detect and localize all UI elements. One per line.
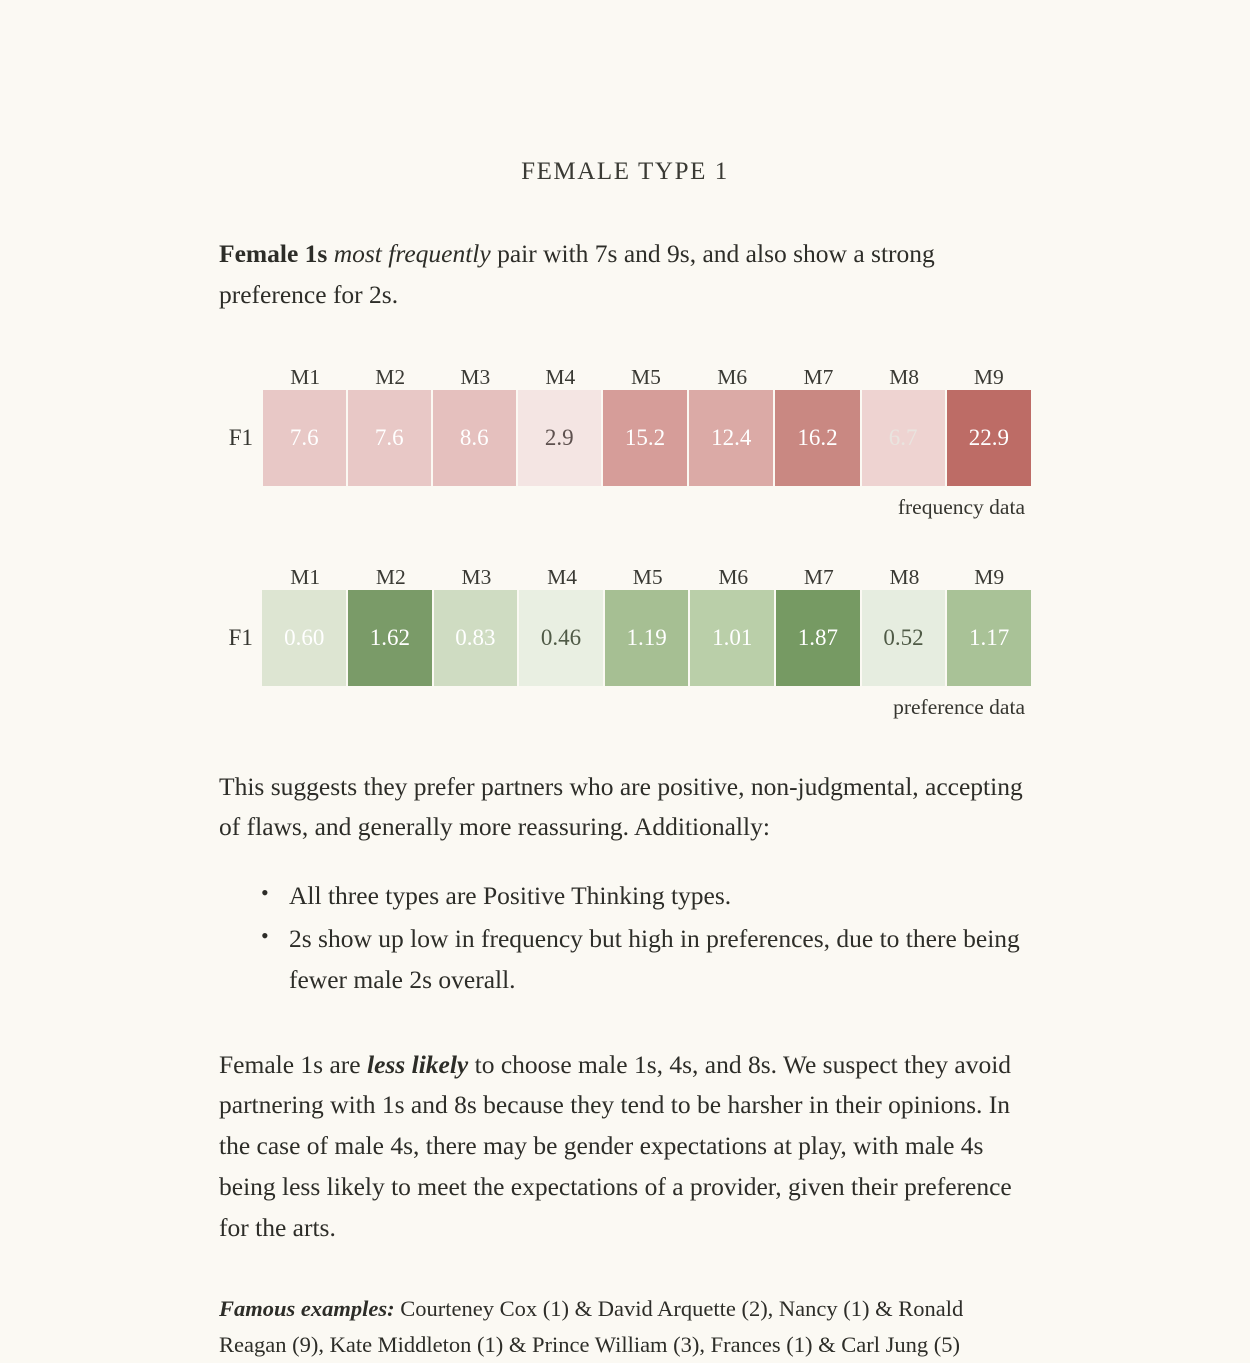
heat-cell-pref-m2: 1.62 <box>348 590 434 686</box>
list-item: • All three types are Positive Thinking types. <box>243 876 1031 917</box>
frequency-header-row <box>219 354 1031 390</box>
pref-col-header-m7: M7 <box>803 564 834 589</box>
pref-col-header-m6: M6 <box>718 564 749 589</box>
suggests-paragraph: This suggests they prefer partners who are positive, non-judgmental, accepting of flaws, and generally more reassuring. Additionally: <box>219 771 1023 842</box>
col-header-m1: M1 <box>290 364 321 389</box>
row-label-f1-preference: F1 <box>228 624 253 650</box>
col-header-m4: M4 <box>545 364 576 389</box>
pref-col-header-m4: M4 <box>547 564 577 589</box>
heat-cell-pref-m5: 1.19 <box>605 590 691 686</box>
heat-cell-pref-m6: 1.01 <box>690 590 776 686</box>
preference-caption: preference data <box>893 694 1025 719</box>
heat-cell-freq-m4: 2.9 <box>518 390 603 486</box>
document-content <box>219 234 1031 1363</box>
less-likely-post: to choose male 1s, 4s, and 8s. We suspect they avoid partnering with 1s and 8s because they tend to be harsher in their opinions. In the case of male 4s, there may be gender expectations at play, with male 4s being less likely to meet the expectations of a provider, given their preference for the arts. <box>219 1049 1012 1242</box>
heat-cell-pref-m9: 1.17 <box>947 590 1031 686</box>
col-header-m9: M9 <box>973 364 1004 389</box>
heat-cell-freq-m3: 8.6 <box>433 390 518 486</box>
corner-blank-2 <box>219 554 262 590</box>
preference-header-row <box>219 554 1031 590</box>
heat-cell-pref-m7: 1.87 <box>776 590 862 686</box>
bullet-list <box>219 876 1031 1000</box>
row-label-f1-frequency: F1 <box>228 424 253 450</box>
pref-col-header-m3: M3 <box>461 564 492 589</box>
col-header-m7: M7 <box>803 364 834 389</box>
col-header-m6: M6 <box>717 364 748 389</box>
heat-cell-freq-m8: 6.7 <box>862 390 947 486</box>
corner-blank <box>219 354 263 390</box>
less-likely-emphasis: less likely <box>366 1049 469 1079</box>
frequency-heatmap-table <box>219 354 1031 486</box>
col-header-m3: M3 <box>460 364 491 389</box>
intro-rest: pair with 7s and 9s, and also show a strong preference for 2s. <box>219 239 935 309</box>
intro-paragraph <box>219 234 1031 316</box>
heat-cell-pref-m4: 0.46 <box>519 590 605 686</box>
preference-heatmap <box>219 554 1031 720</box>
preference-heatmap-table <box>219 554 1031 686</box>
less-likely-paragraph <box>219 1045 1031 1249</box>
pref-col-header-m2: M2 <box>375 564 406 589</box>
less-likely-pre: Female 1s are <box>219 1049 367 1079</box>
pref-col-header-m1: M1 <box>290 564 321 589</box>
list-item: • 2s show up low in frequency but high in preferences, due to there being fewer male 2s overall. <box>243 919 1031 1001</box>
famous-examples-text: Courteney Cox (1) & David Arquette (2), Nancy (1) & Ronald Reagan (9), Kate Middleton (1) & Prince William (3), Frances (1) & Carl Jung (5) <box>219 1295 964 1357</box>
heat-cell-pref-m8: 0.52 <box>862 590 948 686</box>
col-header-m5: M5 <box>631 364 661 389</box>
intro-lead-italic: most frequently <box>333 239 491 268</box>
intro-lead-bold: Female 1s <box>219 239 328 268</box>
heat-cell-freq-m6: 12.4 <box>689 390 775 486</box>
page-title: FEMALE TYPE 1 <box>521 158 729 185</box>
heat-cell-pref-m3: 0.83 <box>434 590 520 686</box>
heat-cell-pref-m1: 0.60 <box>262 590 348 686</box>
famous-examples-paragraph <box>219 1291 1031 1363</box>
preference-data-row <box>219 590 1031 686</box>
heat-cell-freq-m2: 7.6 <box>348 390 433 486</box>
heat-cell-freq-m9: 22.9 <box>947 390 1031 486</box>
pref-col-header-m5: M5 <box>632 564 663 589</box>
frequency-caption: frequency data <box>897 494 1025 519</box>
famous-examples-label: Famous examples: <box>219 1295 395 1321</box>
heat-cell-freq-m5: 15.2 <box>603 390 689 486</box>
frequency-heatmap <box>219 354 1031 520</box>
col-header-m2: M2 <box>375 364 406 389</box>
pref-col-header-m8: M8 <box>889 564 920 589</box>
heat-cell-freq-m7: 16.2 <box>775 390 861 486</box>
pref-col-header-m9: M9 <box>974 564 1005 589</box>
heat-cell-freq-m1: 7.6 <box>263 390 348 486</box>
frequency-data-row <box>219 390 1031 486</box>
col-header-m8: M8 <box>889 364 920 389</box>
